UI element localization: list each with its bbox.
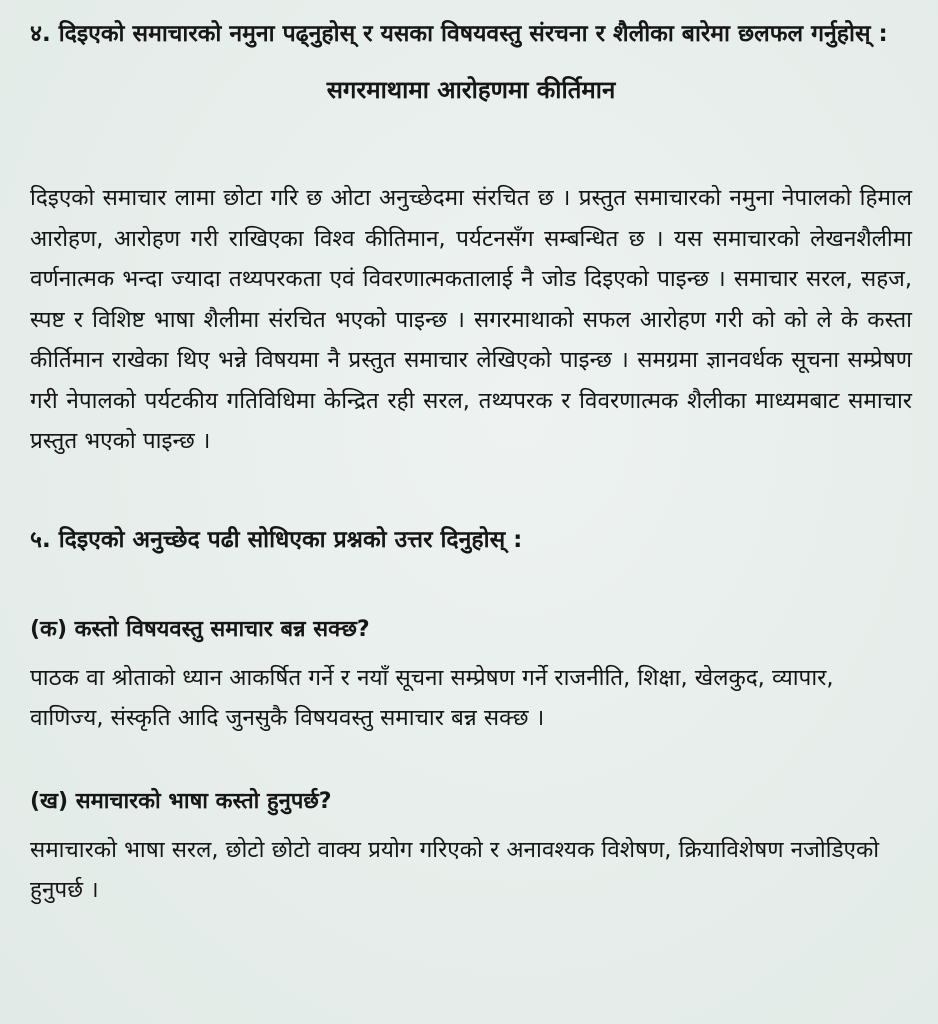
article-summary-paragraph: दिइएको समाचार लामा छोटा गरि छ ओटा अनुच्छेदमा संरचित छ । प्रस्तुत समाचारको नमुना नेपालको हिमाल आरोहण, आरोहण गरी राखिएका विश्व कीतिमान, पर्यटनसँग सम्बन्धित छ । यस समाचारको लेखनशैलीमा वर्णनात्मक भन्दा ज्यादा तथ्यपरकता एवं विवरणात्मकतालाई नै जोड दिइएको पाइन्छ । समाचार सरल, सहज, स्पष्ट र विशिष्ट भाषा शैलीमा संरचित भएको पाइन्छ । सगरमाथाको सफल आरोहण गरी को को ले के कस्ता कीर्तिमान राखेका थिए भन्ने विषयमा नै प्रस्तुत समाचार लेखिएको पाइन्छ । समग्रमा ज्ञानवर्धक सूचना सम्प्रेषण गरी नेपालको पर्यटकीय गतिविधिमा केन्द्रित रही सरल, तथ्यपरक र विवरणात्मक शैलीका माध्यमबाट समाचार प्रस्तुत भएको पाइन्छ ।	[30, 185, 912, 454]
subquestion-kha: (ख) समाचारको भाषा कस्तो हुनुपर्छ?	[30, 788, 332, 814]
document-page	[30, 14, 912, 910]
answer-kha: समाचारको भाषा सरल, छोटो छोटो वाक्य प्रयोग गरिएको र अनावश्यक विशेषण, क्रियाविशेषण नजोडिएको हुनुपर्छ ।	[30, 836, 880, 903]
article-title: सगरमाथामा आरोहणमा कीर्तिमान	[326, 76, 616, 104]
question-4-heading: ४. दिइएको समाचारको नमुना पढ्नुहोस् र यसका विषयवस्तु संरचना र शैलीका बारेमा छलफल गर्नुहोस् :	[30, 21, 888, 47]
question-5-heading: ५. दिइएको अनुच्छेद पढी सोधिएका प्रश्नको उत्तर दिनुहोस् :	[30, 526, 523, 553]
subquestion-ka: (क) कस्तो विषयवस्तु समाचार बन्न सक्छ?	[30, 616, 370, 642]
answer-ka: पाठक वा श्रोताको ध्यान आकर्षित गर्ने र नयाँ सूचना सम्प्रेषण गर्ने राजनीति, शिक्षा, खेलकुद, व्यापार, वाणिज्य, संस्कृति आदि जुनसुकै विषयवस्तु समाचार बन्न सक्छ ।	[30, 664, 834, 731]
